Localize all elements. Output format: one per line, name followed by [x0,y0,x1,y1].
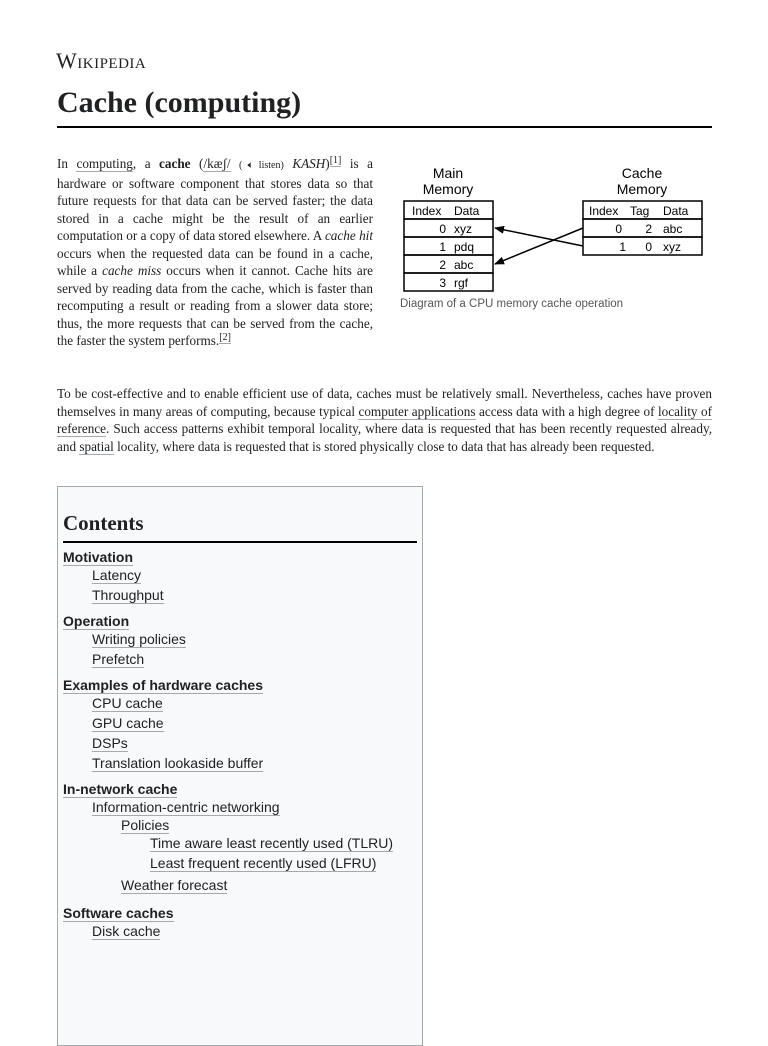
link-computing[interactable]: computing [76,156,133,171]
toc-item-label: Operation [63,613,130,629]
cache-row-0-tag: 2 [645,222,652,236]
toc-item-label: Throughput [92,587,164,603]
speaker-icon: 🔈︎ [242,160,259,171]
toc-item[interactable] [63,613,129,629]
toc-item[interactable] [150,835,393,851]
main-row-2-index: 2 [439,258,446,272]
cache-diagram[interactable] [398,160,708,295]
cache-row-0-data: abc [663,222,683,236]
toc-item[interactable] [121,877,227,893]
toc-item[interactable] [92,799,280,815]
reference-2[interactable]: [2] [219,331,231,343]
link-spatial[interactable]: spatial [79,438,114,454]
toc-item-label: Translation lookaside buffer [92,755,264,771]
cache-row-0-index: 0 [615,222,622,236]
toc-item-label: Weather forecast [121,877,228,893]
toc-item-label: Software caches [63,905,174,921]
title-divider [57,126,712,128]
toc-item[interactable] [63,905,174,921]
toc-item-label: Motivation [63,549,133,565]
locality-paragraph [57,385,712,455]
main-row-3-data: rgf [454,276,469,290]
toc-item[interactable] [150,855,376,871]
text: . Such access patterns exhibit temporal locality, where data is requested that has been recently requested already, and [57,421,712,454]
toc-item[interactable] [92,567,141,583]
toc-item-label: Disk cache [92,923,161,939]
toc-item[interactable] [92,755,263,771]
text: occurs when it cannot. Cache hits are served by reading data from the cache, which is faster than recomputing a result or reading from a slower data store; thus, the more requests that can be served from the cache, the faster the system performs. [57,263,374,348]
toc-item-label: Prefetch [92,651,145,667]
wikipedia-logo[interactable]: Wikipedia [56,48,147,73]
text: occurs when the requested data can be found in a cache, while a [57,245,373,278]
link-locality-of-reference[interactable]: locality of reference [57,403,712,436]
toc-item[interactable] [92,631,186,647]
toc-item[interactable] [63,549,133,565]
main-header-data: Data [454,204,480,218]
main-row-2-data: abc [454,258,474,272]
toc-item-label: CPU cache [92,695,163,711]
text: locality, where data is requested that is stored physically close to data that has already been requested. [113,438,655,454]
toc-divider [63,541,417,543]
toc-item[interactable] [63,781,177,797]
cache-header-index: Index [589,204,619,218]
toc-item-label: Information-centric networking [92,799,280,815]
toc-item-label: DSPs [92,735,128,751]
cache-row-1-data: xyz [663,240,681,254]
listen-button[interactable]: (🔈︎listen) [239,160,284,171]
text: access data with a high degree of [475,403,658,419]
text: is a hardware or software component that stores data so that future requests for that data can be served faster; the data stored in a cache might be the result of an earlier computation or a copy of data stored elsewhere. A [57,156,373,243]
main-header-index: Index [412,204,442,218]
toc-item[interactable] [92,587,164,603]
link-computer-applications[interactable]: computer applications [358,403,476,419]
toc-item-label: Examples of hardware caches [63,677,263,693]
table-of-contents [57,486,423,1046]
toc-item-label: Least frequent recently used (LFRU) [150,855,377,871]
main-row-0-data: xyz [454,222,472,236]
text: To be cost-effective and to enable efficient use of data, caches must be relatively small. Nevertheless, caches have proven themselves in many areas of computing, because typical [57,386,712,419]
term-cache-hit: cache hit [324,228,373,243]
text: In [57,156,77,171]
main-row-0-index: 0 [439,222,446,236]
main-memory-title-2: Memory [422,181,474,197]
toc-item-label: GPU cache [92,715,164,731]
text: ( [190,156,204,171]
cache-memory-title-1: Cache [621,165,663,181]
page-title: Cache (computing) [57,86,302,119]
term-cache: cache [159,156,191,171]
cache-header-data: Data [663,204,689,218]
toc-title: Contents [63,511,144,535]
intro-paragraph [57,155,373,350]
toc-item[interactable] [92,923,160,939]
term-cache-miss: cache miss [102,263,162,278]
toc-item-label: Latency [92,567,142,583]
ipa-link[interactable]: /kæʃ/ [203,156,231,171]
toc-item[interactable] [92,735,128,751]
cache-row-1-tag: 0 [645,240,652,254]
main-row-1-data: pdq [454,240,475,254]
text: , a [132,156,160,171]
listen-label: listen [258,160,281,171]
toc-item-label: In-network cache [63,781,178,797]
toc-item-label: Time aware least recently used (TLRU) [150,835,394,851]
toc-item[interactable] [92,651,144,667]
toc-item[interactable] [92,715,164,731]
cache-header-tag: Tag [630,204,650,218]
main-row-3-index: 3 [439,276,446,290]
toc-item[interactable] [121,817,169,833]
main-row-1-index: 1 [439,240,446,254]
text: ) [325,156,330,171]
arrow-cache0-to-abc [495,228,583,264]
cache-row-1-index: 1 [619,240,626,254]
toc-item[interactable] [63,677,263,693]
toc-item-label: Writing policies [92,631,186,647]
reference-1[interactable]: [1] [329,154,342,166]
pronunciation-respelling: KASH [292,156,326,171]
toc-item[interactable] [92,695,163,711]
cache-memory-title-2: Memory [616,181,668,197]
diagram-caption: Diagram of a CPU memory cache operation [400,298,624,310]
arrow-cache1-to-xyz [495,228,583,246]
toc-item-label: Policies [121,817,170,833]
main-memory-title-1: Main [432,165,464,181]
